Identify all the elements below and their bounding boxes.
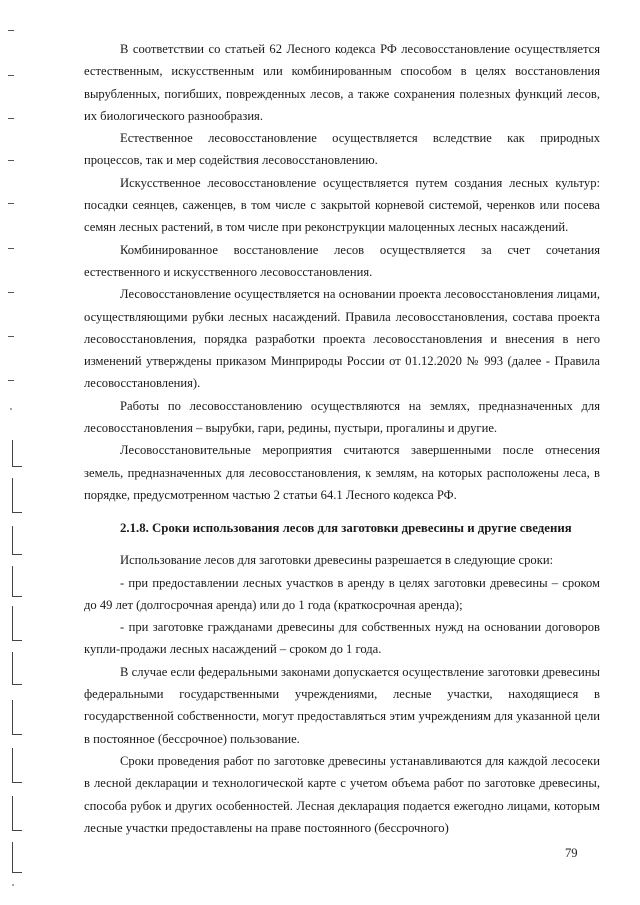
list-item: - при предоставлении лесных участков в аренду в целях заготовки древесины – сроком до 49 лет (долгосрочная аренда) или до 1 года (краткосрочная аренда); [84,575,600,612]
paragraph: Использование лесов для заготовки древесины разрешается в следующие сроки: [120,553,554,568]
paragraph: Работы по лесовосстановлению осуществляются на землях, предназначенных для лесовосстановления – вырубки, гари, редины, пустыри, прогалины и другие. [84,398,600,436]
scan-binding-marks [0,0,30,905]
paragraph: Сроки проведения работ по заготовке древесины устанавливаются для каждой лесосеки в лесной декларации и технологической карте с учетом объема работ по заготовке древесины, способа рубок и других особенностей. Лесная декларация подается ежегодно лицами, которым лесные участки предоставлены на праве постоянного (бессрочного) [84,753,600,835]
paragraph: Комбинированное восстановление лесов осуществляется за счет сочетания естественного и искусственного лесовосстановления. [84,242,600,279]
paragraph: Искусственное лесовосстановление осуществляется путем создания лесных культур: посадки сеянцев, саженцев, в том числе с закрытой корневой системой, черенков или посева семян лесных растений, в том числе при реконструкции малоценных лесных насаждений. [84,175,600,235]
list-item: - при заготовке гражданами древесины для собственных нужд на основании договоров купли-продажи лесных насаждений – сроком до 1 года. [84,620,600,657]
paragraph: В соответствии со статьей 62 Лесного кодекса РФ лесовосстановление осуществляется естественным, искусственным или комбинированным способом в целях восстановления вырубленных, погибших, поврежденных лесов, а также сохранения полезных функций лесов, их биологического разнообразия. [84,42,600,123]
paragraph: Лесовосстановительные мероприятия считаются завершенными после отнесения земель, предназначенных для лесовосстановления, к землям, на которых расположены леса, в порядке, предусмотренном частью 2 статьи 64.1 Лесного кодекса РФ. [84,443,600,502]
section-heading: 2.1.8. Сроки использования лесов для заготовки древесины и другие сведения [120,521,572,536]
page-number: 79 [565,846,578,860]
document-body [84,38,600,839]
paragraph: Лесовосстановление осуществляется на основании проекта лесовосстановления лицами, осуществляющими рубки лесных насаждений. Правила лесовосстановления, состава проекта лесовосстановления, порядка разработки проекта лесовосстановления и внесения в него изменений утверждены приказом Минприроды России от 01.12.2020 № 993 (далее - Правила лесовосстановления). [84,287,600,391]
paragraph: Естественное лесовосстановление осуществляется вследствие как природных процессов, так и мер содействия лесовосстановлению. [84,131,600,168]
paragraph: В случае если федеральными законами допускается осуществление заготовки древесины федеральными государственными учреждениями, лесные участки, находящиеся в государственной собственности, могут предоставляться этим учреждениям для указанной цели в постоянное (бессрочное) пользование. [84,664,600,746]
